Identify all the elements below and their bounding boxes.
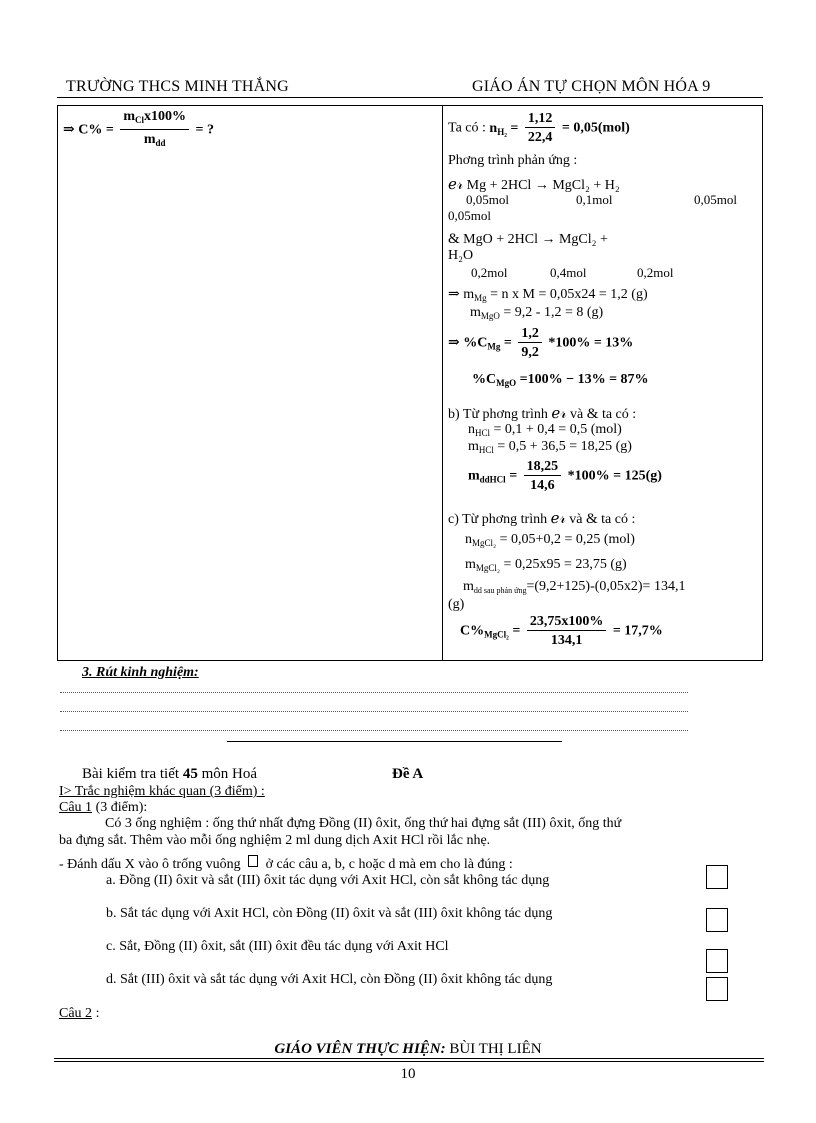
question-2-heading: Câu 2 : [59, 1006, 100, 1021]
percent-mg: ⇒ $\%C_{Mg}$ = $\frac{1,2}{9,2}$ *100% = 13% [448, 326, 634, 360]
instruction: - Đánh dấu X vào ô trống vuông ở các câu a, b, c hoặc d mà em cho là đúng : [59, 857, 513, 872]
test-title: Bài kiểm tra tiết 45 môn Hoá [82, 766, 257, 782]
separator-rule [227, 741, 562, 742]
eq1-mol-c: 0,05mol [694, 192, 737, 207]
eq2-mol-c: 0,2mol [637, 265, 674, 280]
mass-unit: (g) [448, 597, 465, 612]
equation-2: & MgO + 2HCl → MgCl₂ + [448, 231, 608, 247]
dotted-line [60, 711, 688, 712]
hand-pointing-icon: ℯ𝓇 [551, 406, 567, 422]
teacher-line: GIÁO VIÊN THỰC HIỆN: BÙI THỊ LIÊN [274, 1041, 542, 1057]
fraction: $\frac{m_{Cl}x100\%}{m_{dd}}$ [120, 108, 189, 153]
scissors-icon: & [586, 406, 599, 422]
eq2-tail: H₂O [448, 248, 474, 263]
hand-pointing-icon: ℯ𝓇 [448, 177, 464, 193]
subject-title: GIÁO ÁN TỰ CHỌN MÔN HÓA 9 [472, 78, 711, 95]
part-1-heading: I> Trắc nghiệm khác quan (3 điểm) : [59, 784, 265, 799]
hand-pointing-icon: ℯ𝓇 [550, 511, 566, 527]
percent-mgo: $\%C_{MgO} =100\% - 13\% = 87\%$ [472, 372, 649, 388]
answer-box-d[interactable] [706, 977, 728, 1001]
mass-mgo: $m_{MgO} = 9,2 - 1,2 = 8$ (g) [470, 305, 604, 321]
test-version: Đề A [392, 766, 424, 782]
option-a: a. Đồng (II) ôxit và sắt (III) ôxit tác dụng với Axit HCl, còn sắt không tác dụng [106, 873, 550, 888]
experience-title: 3. Rút kinh nghiệm: [82, 665, 199, 680]
scissors-icon: & [448, 231, 460, 247]
checkbox-icon [248, 855, 258, 867]
part-b-label: b) Từ phơng trình ℯ𝓇 và & ta có : [448, 406, 637, 422]
answer-box-b[interactable] [706, 908, 728, 932]
table-divider [442, 105, 443, 661]
dotted-line [60, 692, 688, 693]
question-1-heading: Câu 1 (3 điểm): [59, 800, 148, 815]
option-c: c. Sắt, Đồng (II) ôxit, sắt (III) ôxit đều tác dụng với Axit HCl [106, 939, 449, 954]
eq1-mol-a: 0,05mol [466, 192, 509, 207]
mass-mg: ⇒ $m_{Mg} = n$ x M = 0,05x24 = 1,2 (g) [448, 287, 648, 303]
eq1-mol-b: 0,1mol [576, 192, 613, 207]
mass-mgcl2: $m_{MgCl_2} = 0,25x95 = 23,75$ (g) [465, 557, 627, 573]
scissors-icon: & [585, 511, 598, 527]
mol-hcl: $n_{HCl} = 0,1 + 0,4 = 0,5$ (mol) [468, 422, 622, 438]
equation-1: ℯ𝓇 Mg + 2HCl → MgCl₂ + H₂ [448, 177, 620, 193]
eq2-mol-a: 0,2mol [471, 265, 508, 280]
dotted-line [60, 730, 688, 731]
answer-box-c[interactable] [706, 949, 728, 973]
percent-mgcl2: $C\%_{MgCl_2}$ = $\frac{23,75x100\%}{134,1}$ = 17,7% [460, 614, 663, 648]
mass-hcl: $m_{HCl} = 0,5 + 36,5 = 18,25$ (g) [468, 439, 632, 455]
school-name: TRƯỜNG THCS MINH THẮNG [66, 78, 289, 95]
reaction-label: Phơng trình phản ứng : [448, 153, 578, 168]
mass-solution-after: $m_{dd sau phản ứng}=(9,2+125)-(0,05x2)= 134,1$ [463, 579, 686, 595]
solution-table [57, 105, 763, 661]
footer-rule-1 [54, 1058, 764, 1059]
header-rule [57, 97, 763, 98]
footer-rule-2 [54, 1061, 764, 1062]
mol-mgcl2: $n_{MgCl_2} = 0,05+0,2 = 0,25$ (mol) [465, 532, 635, 548]
eq1-mol-d: 0,05mol [448, 208, 491, 223]
left-formula: ⇒ C% = $\frac{m_{Cl}x100\%}{m_{dd}}$ = ? [63, 108, 214, 153]
option-d: d. Sắt (III) ôxit và sắt tác dụng với Axit HCl, còn Đồng (II) ôxit không tác dụng [106, 972, 553, 987]
part-c-label: c) Từ phơng trình ℯ𝓇 và & ta có : [448, 511, 636, 527]
mass-solution-hcl: $m_{ddHCl}$ = $\frac{18,25}{14,6}$ *100% = 125(g) [468, 459, 662, 493]
question-1-text-2: ba đựng sắt. Thêm vào mỗi ống nghiệm 2 ml dung dịch Axit HCl rồi lắc nhẹ. [59, 833, 491, 848]
eq2-mol-b: 0,4mol [550, 265, 587, 280]
answer-box-a[interactable] [706, 865, 728, 889]
option-b: b. Sắt tác dụng với Axit HCl, còn Đồng (II) ôxit và sắt (III) ôxit không tác dụng [106, 906, 553, 921]
page-number: 10 [400, 1066, 416, 1082]
taco-line: Ta có : $n_{H_2}$ = $\frac{1,12}{22,4}$ = 0,05(mol) [448, 111, 630, 145]
question-1-text: Có 3 ống nghiệm : ống thứ nhất đựng Đồng (II) ôxit, ống thứ hai đựng sắt (III) ôxit, ống thứ [105, 816, 622, 831]
